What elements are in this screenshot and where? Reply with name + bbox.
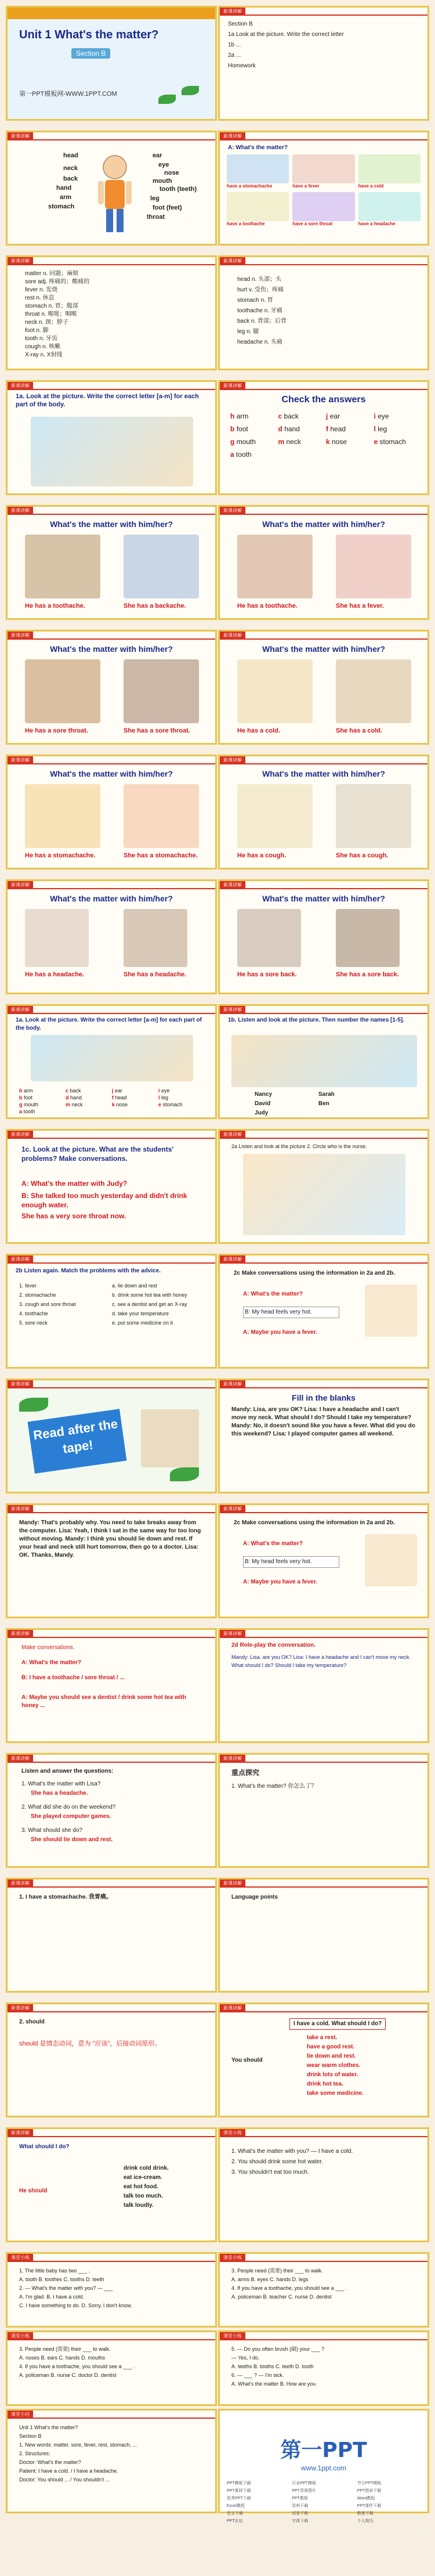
photo xyxy=(336,909,400,967)
slide-body-parts: 新课讲解 head ear eye nose mouth tooth (teeth) back hand arm leg foot (feet) stomach throat neck xyxy=(6,131,217,246)
vocab-list: matter n. 问题；麻烦 sore adj. 疼痛的；酸痛的 fever n. 发烧 rest n. 休息 stomach n. 胃；腹部 throat n. 喉咙；咽喉 neck n. 颈；脖子 foot n. 脚 tooth n. 牙齿 cough n. 咳嗽 X-ray n. X射线 xyxy=(25,270,90,358)
slide-should: 新课讲解 2. should should 是情态动词，意为 "应该"，后接动词原形。 xyxy=(6,2003,217,2117)
photo xyxy=(124,659,199,723)
slide-1a: 新课讲解 1a. Look at the picture. Write the correct letter [a-m] for each part of the body. xyxy=(6,380,217,495)
photo xyxy=(237,909,301,967)
body-word: leg xyxy=(150,195,160,202)
slide-language: 新课讲解 Language points xyxy=(218,1878,429,1993)
cartoon xyxy=(365,1285,417,1337)
footer-link[interactable]: 优秀PPT下载 xyxy=(227,2496,251,2501)
photo xyxy=(124,535,199,598)
photo xyxy=(336,784,411,848)
picture-card: have a fever xyxy=(292,154,354,189)
footer-link[interactable]: 字体下载 xyxy=(292,2519,309,2523)
slide-2c-again: 新课讲解 2c Make conversations using the information in 2a and 2b. A: What's the matter? B: My head feels very hot. A: Maybe you have a fever. xyxy=(218,1503,429,1618)
footer-link[interactable]: PPT课件下载 xyxy=(357,2504,382,2508)
slide-vocab-right: 新课讲解 head n. 头部；头 hurt v. 受伤；疼痛 stomach n. 胃 toothache n. 牙痛 back n. 背部；后背 leg n. 腿 headache n. 头痛 xyxy=(218,255,429,370)
footer-link[interactable]: 范文下载 xyxy=(227,2512,243,2516)
outline-line: 2a ... xyxy=(228,52,241,59)
slide-matter-5: 新课讲解 What's the matter with him/her? He has a stomachache. She has a stomachache. xyxy=(6,755,217,870)
picture-card: have a stomachache xyxy=(227,154,289,189)
slide-matter-1: 新课讲解 What's the matter with him/her? He has a toothache. She has a backache. xyxy=(6,505,217,620)
picture-card: have a toothache xyxy=(227,192,289,226)
picture-scene xyxy=(231,1035,417,1087)
body-word: head xyxy=(63,152,78,159)
photo xyxy=(25,535,100,598)
slide-2b: 新课讲解 2b Listen again. Match the problems with the advice. 1. fever 2. stomachache 3. cough and sore throat 4. toothache 5. sore neck a. lie down and rest b. drink some hot tea with honey c. see a dentist and get an X-ray d. take your temperature e. put some medicine on it xyxy=(6,1254,217,1369)
footer-link[interactable]: PPT图表下载 xyxy=(357,2489,382,2493)
slide-check-answers: 新课讲解 Check the answers h arm c back j ear i eye b foot d hand f head l leg g mouth m neck k nose e stomach a tooth xyxy=(218,380,429,495)
slide-matter-6: 新课讲解 What's the matter with him/her? He has a cough. She has a cough. xyxy=(218,755,429,870)
body-word: neck xyxy=(63,165,78,172)
slide-read-after: 新课讲解 Read after the tape! xyxy=(6,1379,217,1493)
picture-card: have a headache xyxy=(358,192,420,226)
slide-practice-4: 课堂小练 3. People need (需要) their ___ to walk. A. noses B. ears C. hands D. mouths 4. If you have a toothache, you should see a ___ . A. policeman B. nurse C. doctor D. dentist xyxy=(6,2330,217,2406)
body-word: eye xyxy=(158,161,169,168)
slide-4: 新课讲解 A: What's the matter? have a stomachache have a fever have a cold have a toothache have a sore throat have a headache xyxy=(218,131,429,246)
slide-1c: 新课讲解 1c. Look at the picture. What are the students' problems? Make conversations. A: What's the matter with Judy? B: She talked too much yesterday and didn't drink enough water. She has a very sore throat now. xyxy=(6,1129,217,1244)
photo xyxy=(25,659,100,723)
slide-shouldnt: 新课讲解 What should I do? He should drink cold drink. eat ice-cream. eat hot food. talk too much. talk loudly. xyxy=(6,2127,217,2242)
brand-url[interactable]: www.1ppt.com xyxy=(300,2464,347,2472)
cartoon xyxy=(141,1409,199,1467)
body-word: nose xyxy=(164,169,179,176)
body-word: back xyxy=(63,175,78,182)
cartoon xyxy=(237,659,313,723)
leaf-icon xyxy=(158,95,176,104)
picture-card: have a sore throat xyxy=(292,192,354,226)
body-word: arm xyxy=(60,194,72,201)
slide-matter-7: 新课讲解 What's the matter with him/her? He has a headache. She has a headache. xyxy=(6,879,217,994)
cover-title: Unit 1 What's the matter? xyxy=(19,28,159,41)
slide-end xyxy=(218,2409,429,2523)
leaf-icon xyxy=(182,86,199,95)
cover-section: Section B xyxy=(71,48,110,59)
slide-practice-3: 课堂小练 3. People need (需要) their ___ to walk. A. arms B. eyes C. hands D. legs 4. If you have a toothache, you should see a ___ . A. policeman B. teacher C. nurse D. dentist xyxy=(218,2252,429,2328)
footer-link[interactable]: 资料下载 xyxy=(292,2504,309,2508)
picture-scene xyxy=(31,1035,193,1081)
slide-practice-2: 课堂小练 1. The little baby has two ___ . A. tooth B. toothes C. tooths D. teeth 2. — What's the matter with you? — ___ A. I'm glad. B. I have a cold. C. I have something to do. D. Sorry, I don't know. xyxy=(6,2252,217,2328)
body-word: hand xyxy=(56,185,72,192)
body-word: tooth (teeth) xyxy=(160,186,197,193)
outline-line: 1a Look at the picture. Write the correct letter xyxy=(228,31,344,38)
cartoon xyxy=(25,784,100,848)
footer-link[interactable]: PPT素材下载 xyxy=(227,2489,251,2493)
slide-1a-again: 新课讲解 1a. Look at the picture. Write the correct letter [a-m] for each part of the body. h arm c back j ear i eye b foot d hand f head l leg g mouth m neck k nose e stomach a tooth xyxy=(6,1004,217,1119)
slide-practice-1: 课堂小练 1. What's the matter with you? — I have a cold. 2. You should drink some hot water. 3. You shouldn't eat too much. xyxy=(218,2127,429,2242)
slide-matter-3: 新课讲解 What's the matter with him/her? He has a sore throat. She has a sore throat. xyxy=(6,630,217,745)
answer-grid: h arm c back j ear i eye b foot d hand f head l leg g mouth m neck k nose e stomach a tooth xyxy=(19,1088,183,1114)
slide-dialogue: 新课讲解 Mandy: That's probably why. You need to take breaks away from the computer. Lisa: Yeah, I think I sat in the same way for too long without moving. Mandy: I think you should lie down and rest. If your head and neck still hurt tomorrow, then go to a doctor. Lisa: OK. Thanks, Mandy. xyxy=(6,1503,217,1618)
footer-link[interactable]: PPT背景图片 xyxy=(292,2489,316,2493)
read-after-banner: Read after the tape! xyxy=(28,1409,127,1473)
footer-link[interactable]: 节日PPT模板 xyxy=(357,2481,382,2485)
answer-grid: h arm c back j ear i eye b foot d hand f head l leg g mouth m neck k nose e stomach a tooth xyxy=(230,412,406,459)
picture-scene xyxy=(31,417,193,486)
footer-link[interactable]: 试卷下载 xyxy=(292,2512,309,2516)
photo xyxy=(336,659,411,723)
slide-practice-5: 课堂小练 5. — Do you often brush (刷) your ___ ? — Yes, I do. A. teeths B. tooths C. teeth D. tooth 6. — ___ ? — I'm sick. A. What's the matter B. How are you xyxy=(218,2330,429,2406)
slide-matter-8: 新课讲解 What's the matter with him/her? He has a sore back. She has a sore back. xyxy=(218,879,429,994)
body-word: stomach xyxy=(48,203,75,210)
outline-line: Homework xyxy=(228,63,256,69)
footer-link[interactable]: PPT教程 xyxy=(292,2496,308,2501)
slide-vocab-left: 新课讲解 matter n. 问题；麻烦 sore adj. 疼痛的；酸痛的 fever n. 发烧 rest n. 休息 stomach n. 胃；腹部 throat n. 喉咙；咽喉 neck n. 颈；脖子 foot n. 脚 tooth n. 牙齿 cough n. 咳嗽 X-ray n. X射线 xyxy=(6,255,217,370)
footer-link[interactable]: Word教程 xyxy=(357,2496,375,2501)
footer-link[interactable]: PPT论坛 xyxy=(227,2519,243,2523)
slide-tag: 新课讲解 xyxy=(220,8,245,15)
footer-link[interactable]: 行业PPT模板 xyxy=(292,2481,316,2485)
photo xyxy=(237,535,313,598)
slide-make-conv: 新课讲解 Make conversations. A: What's the matter? B: I have a toothache / sore throat / ... A: Maybe you should see a dentist / drink some hot tea with honey ... xyxy=(6,1628,217,1743)
picture-card: have a cold xyxy=(358,154,420,189)
footer-link[interactable]: 个人简历 xyxy=(357,2519,374,2523)
slide-2d: 新课讲解 2d Role-play the conversation. Mandy: Lisa, are you OK? Lisa: I have a headache and I can't move my neck. What should I do? Should I take my temperature? xyxy=(218,1628,429,1743)
slide-cover xyxy=(6,6,217,121)
brand-logo: 第一PPT xyxy=(280,2438,367,2462)
body-word: foot (feet) xyxy=(153,204,182,211)
footer-link[interactable]: 教案下载 xyxy=(357,2512,374,2516)
footer-link[interactable]: PPT模板下载 xyxy=(227,2481,251,2485)
body-word: mouth xyxy=(153,178,172,185)
picture-scene xyxy=(243,1154,405,1235)
outline-line: Section B xyxy=(228,21,253,27)
footer-link[interactable]: Excel教程 xyxy=(227,2504,245,2508)
body-word: throat xyxy=(147,214,165,221)
slide-2a: 新课讲解 2a Listen and look at the picture 2. Circle who is the nurse. xyxy=(218,1129,429,1244)
cartoon xyxy=(237,784,313,848)
photo xyxy=(336,535,411,598)
slide-2c: 新课讲解 2c Make conversations using the information in 2a and 2b. A: What's the matter? B: My head feels very hot. A: Maybe you have a fever. xyxy=(218,1254,429,1369)
slide-should-rest: 新课讲解 I have a cold. What should I do? You should take a rest. have a good rest. lie down and rest. wear warm clothes. drink lots of water. drink hot tea. take some medicine. xyxy=(218,2003,429,2117)
slide-2 xyxy=(218,6,429,121)
slide-focus: 新课讲解 重点探究 1. What's the matter? 你怎么了？ xyxy=(218,1753,429,1868)
slide-stomachache: 新课讲解 1. I have a stomachache. 我胃痛。 xyxy=(6,1878,217,1993)
slide-1b: 新课讲解 1b. Listen and look at the picture. Then number the names [1-5]. Nancy Sarah David Ben Judy xyxy=(218,1004,429,1119)
body-illustration xyxy=(83,150,147,237)
vocab-list: head n. 头部；头 hurt v. 受伤；疼痛 stomach n. 胃 toothache n. 牙痛 back n. 背部；后背 leg n. 腿 headache n. 头痛 xyxy=(237,276,287,345)
cover-site: 第一PPT模板网-WWW.1PPT.COM xyxy=(19,91,117,98)
slide-summary: 课堂小结 Unit 1 What's the matter? Section B 1. New words: matter, sore, fever, rest, stomach, ... 2. Structures: Doctor: What's the matter? Patient: I have a cold. / I have a headache. Doctor: You should ... / You shouldn't ... xyxy=(6,2409,217,2513)
cartoon xyxy=(365,1534,417,1586)
outline-line: 1b ... xyxy=(228,42,241,48)
cartoon xyxy=(124,784,199,848)
slide-questions: 新课讲解 Listen and answer the questions: 1. What's the matter with Lisa? She has a headache. 2. What did she do on the weekend? She played computer games. 3. What should she do? She should lie down and rest. xyxy=(6,1753,217,1868)
slide-matter-4: 新课讲解 What's the matter with him/her? He has a cold. She has a cold. xyxy=(218,630,429,745)
photo xyxy=(25,909,89,967)
slide-matter-2: 新课讲解 What's the matter with him/her? He has a toothache. She has a fever. xyxy=(218,505,429,620)
photo xyxy=(124,909,187,967)
slide-fill-blanks: 新课讲解 Fill in the blanks Mandy: Lisa, are you OK? Lisa: I have a headache and I can't move my neck. What should I do? Should I take my temperature? Mandy: No, it doesn't sound like you have a fever. What did you do this weekend? Lisa: I played computer games all weekend. xyxy=(218,1379,429,1493)
link-grid xyxy=(227,2480,420,2524)
body-word: ear xyxy=(153,152,162,159)
cover-header xyxy=(8,8,215,19)
